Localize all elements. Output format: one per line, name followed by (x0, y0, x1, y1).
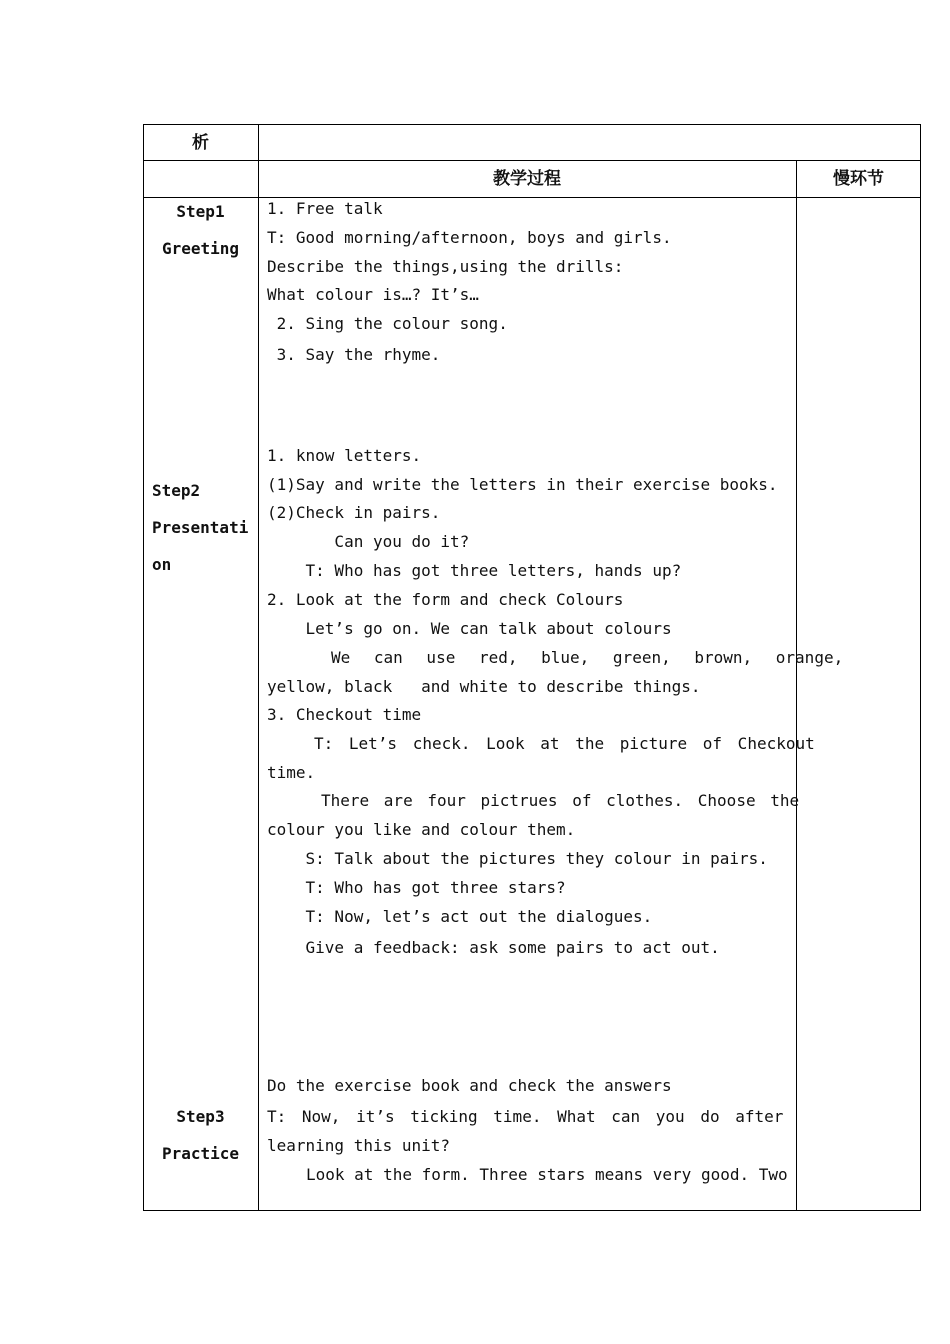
column-divider-2 (796, 161, 797, 1211)
header-notes: 慢环节 (833, 169, 884, 189)
column-divider-1 (258, 124, 259, 1211)
row-divider-1 (143, 160, 921, 161)
content-line: (1)Say and write the letters in their exercise books. (267, 475, 778, 494)
content-line: T: Now, let’s act out the dialogues. (267, 907, 653, 926)
step3-label: Step3 Practice (161, 1107, 240, 1163)
content-line: T: Let’s check. Look at the picture of Checkout (314, 734, 815, 753)
content-line: T: Now, it’s ticking time. What can you do after (267, 1107, 784, 1126)
content-line: time. (267, 763, 316, 782)
row-label-analysis: 析 (192, 133, 209, 153)
content-line: Describe the things,using the drills: (267, 257, 624, 276)
content-line: 1. Free talk (267, 199, 383, 218)
content-line: Let’s go on. We can talk about colours (267, 619, 672, 638)
content-line: Do the exercise book and check the answers (267, 1076, 672, 1095)
content-line: T: Good morning/afternoon, boys and girls. (267, 228, 672, 247)
content-line: T: Who has got three stars? (267, 878, 566, 897)
content-line: S: Talk about the pictures they colour in pairs. (267, 849, 768, 868)
justified-text: We can use red, blue, green, brown, orange, (331, 648, 844, 667)
content-line: 2. Look at the form and check Colours (267, 590, 624, 609)
row-divider-2 (143, 197, 921, 198)
content-line-justified (267, 648, 844, 668)
content-line: learning this unit? (267, 1136, 451, 1155)
header-teaching-process: 教学过程 (493, 169, 561, 189)
content-line: What colour is…? It’s… (267, 285, 479, 304)
content-line: 3. Checkout time (267, 705, 422, 724)
step1-label: Step1 Greeting (161, 202, 240, 258)
content-line: yellow, black and white to describe things. (267, 677, 701, 696)
content-line: 1. know letters. (267, 446, 422, 465)
content-line: (2)Check in pairs. (267, 503, 441, 522)
content-line: 3. Say the rhyme. (267, 345, 441, 364)
content-line: Look at the form. Three stars means very good. Two (306, 1165, 788, 1184)
content-line: There are four pictrues of clothes. Choose the (321, 791, 800, 810)
content-line: Give a feedback: ask some pairs to act out. (267, 938, 720, 957)
content-line: 2. Sing the colour song. (267, 314, 508, 333)
content-line: colour you like and colour them. (267, 820, 576, 839)
step2-label: Step2 Presentati on (152, 481, 249, 574)
content-line: Can you do it? (267, 532, 470, 551)
content-line: T: Who has got three letters, hands up? (267, 561, 682, 580)
